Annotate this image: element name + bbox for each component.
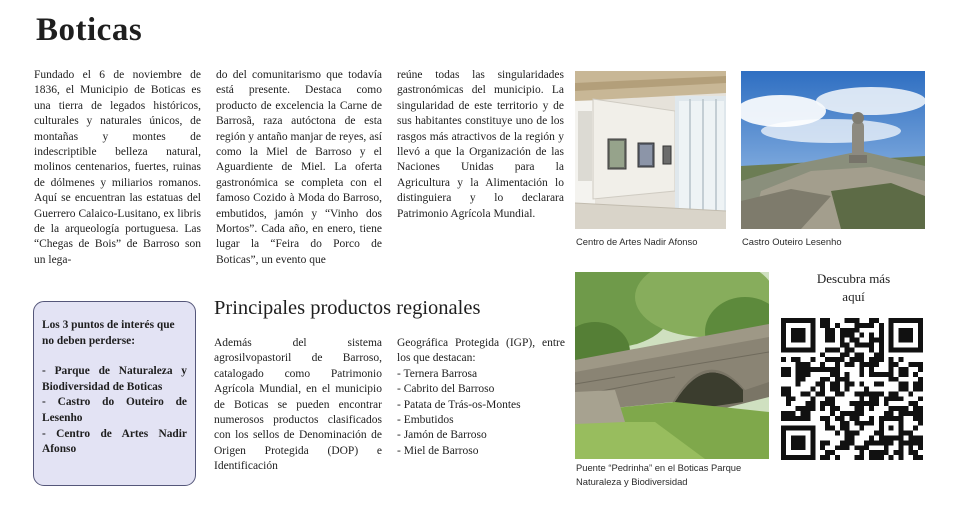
bridge-photo (575, 272, 769, 459)
qr-title (786, 270, 921, 306)
product-item: - Miel de Barroso (397, 444, 479, 457)
product-item: - Patata de Trás-os-Montes (397, 398, 521, 411)
interest-item: - Centro de Artes Nadir Afonso (42, 427, 187, 456)
castro-photo (741, 71, 925, 229)
interest-item: - Parque de Naturaleza y Biodiversidad de Boticas (42, 365, 187, 393)
qr-code[interactable] (781, 318, 923, 460)
product-item: - Cabrito del Barroso (397, 383, 495, 396)
interest-item: - Castro do Outeiro de Lesenho (42, 396, 187, 424)
article-column-1: Fundado el 6 de noviembre de 1836, el Municipio de Boticas es una tierra de legados históricos, culturales y naturales únicos, de montañas y montes de indescriptible belleza natural, molinos centenarios, fuertes, ruinas de dólmenes y miliarios romanos. Aquí se encuentran las estatuas del Guerrero Calaico-Lusitano, ex libris de la arqueología portuguesa. Las “Chegas de Bois” de Barroso son un lega- (34, 69, 201, 266)
products-intro: Además del sistema agrosilvopastoril de Barroso, catalogado como Patrimonio Agrícola Mundial, en el municipio de Boticas se pueden encontrar numerosos productos clasificados con los sellos de Denominación de Origen Protegida (DOP) e Identificación (214, 337, 382, 473)
qr-title-line-1: Descubra más (816, 271, 891, 286)
article-column-2: do del comunitarismo que todavía está presente. Destaca como producto de excelencia la Carne de Barrosã, raza autóctona de esta región y antaño manjar de reyes, así como la Miel de Barroso y el Aguardiente de Miel. La oferta gastronómica se completa con el famoso Cozido à Moda do Barroso, embutidos, jamón y “Vinho dos Mortos”. Cada año, en enero, tiene lugar la “Feira do Porco de Boticas”, un evento que (216, 69, 382, 266)
gallery-caption: Centro de Artes Nadir Afonso (576, 236, 698, 247)
interest-points-box (33, 301, 196, 486)
product-item: - Jamón de Barroso (397, 429, 487, 442)
products-list (397, 336, 565, 459)
castro-caption: Castro Outeiro Lesenho (742, 236, 842, 247)
interest-box-heading: Los 3 puntos de interés que no deben perderse: (42, 319, 175, 347)
products-heading: Principales productos regionales (214, 297, 481, 319)
product-item: - Ternera Barrosa (397, 367, 478, 380)
products-cont: Geográfica Protegida (IGP), entre los que destacan: (397, 337, 565, 365)
bridge-caption-line-1: Puente “Pedrinha” en el Boticas Parque (576, 462, 742, 473)
article-title: Boticas (36, 12, 143, 48)
bridge-caption-line-2: Naturaleza y Biodiversidad (576, 476, 688, 487)
qr-title-line-2: aquí (842, 289, 865, 304)
article-column-3: reúne todas las singularidades gastronómicas del municipio. La singularidad de este territorio y de sus habitantes constituye uno de los rasgos más atractivos de la región y llevó a que la Organización de las Naciones Unidas para la Agricultura y la Alimentación lo distinguiera y lo declarara Patrimonio Agrícola Mundial. (397, 69, 564, 220)
product-item: - Embutidos (397, 414, 454, 427)
gallery-photo (575, 71, 726, 229)
